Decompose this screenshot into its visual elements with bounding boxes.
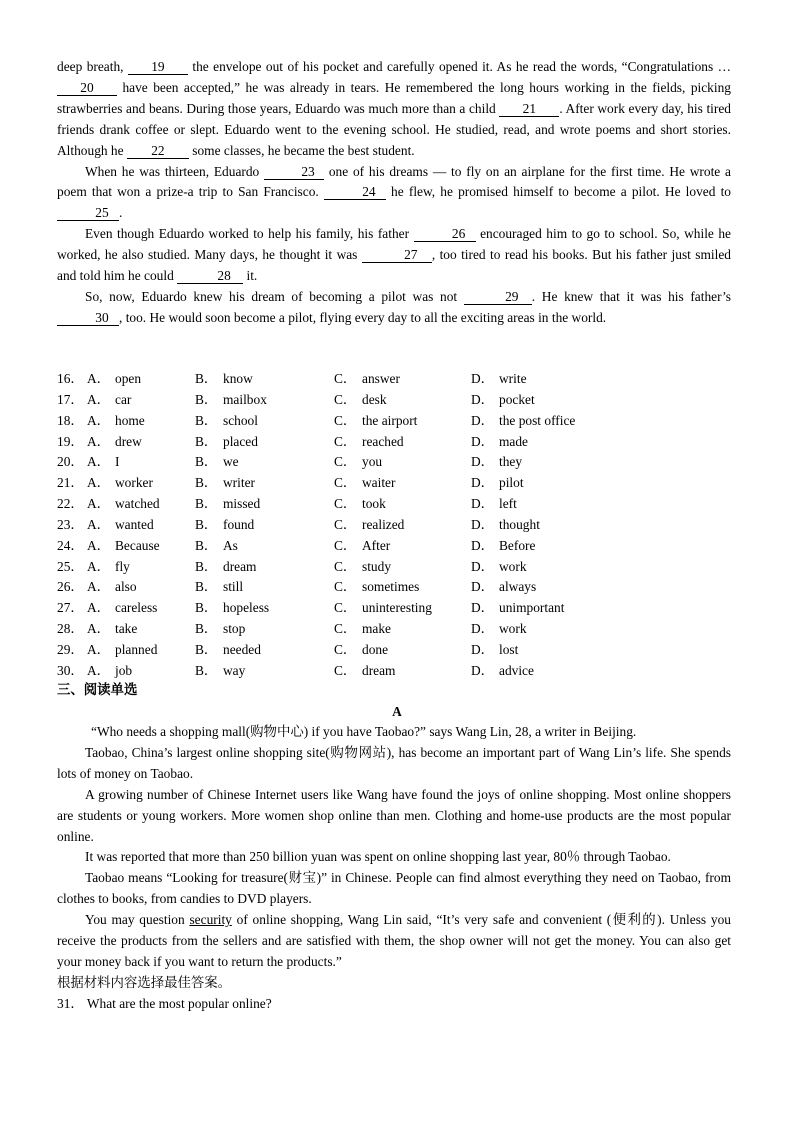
option-d [471,452,522,473]
text-run: . He knew that it was his father’s [531,288,731,304]
cloze-passage [57,57,731,329]
text-run: You may question [85,912,190,928]
option-text: dream [223,558,257,574]
reading-paragraph: Taobao means “Looking for treasure(财宝)” in Chinese. People can find almost everything they need on Taobao, from clothes to books, from candies to DVD players. [57,870,731,907]
option-text: study [362,558,392,574]
question-number: 29． [57,641,84,657]
question-number: 17． [57,391,84,407]
option-text: the post office [499,412,576,428]
option-a [87,557,130,578]
option-text: advice [499,662,534,678]
cloze-paragraph [57,57,731,162]
option-row [57,619,737,640]
option-letter: B． [195,371,218,386]
option-d [471,536,535,557]
option-letter: C． [334,516,357,532]
option-text: planned [115,641,158,657]
option-c [334,390,387,411]
option-letter: D． [471,600,495,616]
option-text: As [223,537,238,553]
option-letter: C． [334,496,357,512]
option-letter: B． [195,516,218,532]
option-letter: A． [87,621,111,637]
option-letter: D． [471,537,495,553]
option-letter: B． [195,496,218,512]
option-text: answer [362,371,400,386]
question-number: 20． [57,454,84,470]
option-letter: B． [195,621,218,637]
option-text: careless [115,600,158,616]
option-letter: D． [471,641,495,657]
option-c [334,577,419,598]
blank-20: 20 [57,80,117,96]
option-a [87,661,132,682]
option-letter: A． [87,454,111,470]
option-a [87,390,131,411]
reading-paragraph: It was reported that more than 250 billion yuan was spent on online shopping last year, 80％ through Taobao. [85,849,671,865]
option-b [195,494,260,515]
option-letter: B． [195,579,218,595]
blank-30: 30 [57,310,119,326]
option-b [195,390,267,411]
option-row [57,598,737,619]
blank-21: 21 [499,101,559,117]
option-text: After [362,537,391,553]
option-text: open [115,371,142,386]
option-d [471,515,540,536]
question-number: 18． [57,412,84,428]
section-heading: 三、阅读单选 [57,683,138,698]
option-c [334,452,382,473]
option-c [334,432,404,453]
option-a [87,619,137,640]
text-run: he flew, he promised himself to become a pilot. He loved to [385,184,731,200]
option-letter: D． [471,621,495,637]
option-d [471,557,527,578]
option-b [195,369,253,390]
option-d [471,640,518,661]
option-d [471,473,524,494]
option-row [57,411,737,432]
option-text: mailbox [223,391,267,407]
option-a [87,494,160,515]
option-letter: C． [334,433,357,449]
option-letter: B． [195,641,218,657]
option-a [87,536,160,557]
option-text: dream [362,662,396,678]
option-letter: D． [471,662,495,678]
option-letter: B． [195,412,218,428]
option-d [471,661,534,682]
option-text: thought [499,516,540,532]
option-text: stop [223,621,246,637]
option-d [471,432,528,453]
question-number: 24． [57,537,84,553]
option-text: waiter [362,475,396,491]
option-letter: D． [471,433,495,449]
text-run: deep breath, [57,59,128,74]
text-run: . [119,205,123,221]
question-number: 25． [57,558,84,574]
option-row [57,390,737,411]
question-number: 28． [57,621,84,637]
option-text: reached [362,433,404,449]
text-run: of online shopping, Wang Lin said, “It’s very safe and convenient (便利的). Unless you receive the products from the sellers and are satisfied with them, the shop owner will not get the money. You can also get your money back if you want to return the products.” [57,912,732,969]
reading-paragraph: “Who needs a shopping mall(购物中心) if you have Taobao?” says Wang Lin, 28, a writer in Beijing. [91,724,637,739]
option-text: missed [223,496,261,512]
option-row [57,452,737,473]
option-text: pilot [499,475,524,491]
option-letter: D． [471,412,495,428]
option-c [334,598,432,619]
option-letter: A． [87,600,111,616]
question-number: 27． [57,600,84,616]
blank-29: 29 [464,289,532,305]
option-text: way [223,662,246,678]
option-text: hopeless [223,600,270,616]
option-text: Before [499,537,536,553]
blank-25: 25 [57,205,119,221]
option-text: placed [223,433,258,449]
option-row [57,494,737,515]
blank-23: 23 [264,164,324,180]
cloze-paragraph [57,287,731,329]
option-row [57,640,737,661]
option-text: worker [115,475,153,491]
option-text: also [115,579,137,595]
option-letter: D． [471,475,495,491]
blank-27: 27 [362,247,432,263]
option-letter: A． [87,537,111,553]
option-b [195,640,261,661]
option-text: wanted [115,516,154,532]
option-row [57,557,737,578]
option-letter: B． [195,433,218,449]
option-letter: A． [87,579,111,595]
option-text: realized [362,516,405,532]
text-run: , too. He would soon become a pilot, flying every day to all the exciting areas in the world. [119,309,607,325]
option-letter: D． [471,496,495,512]
option-c [334,473,395,494]
option-text: make [362,621,391,637]
option-letter: A． [87,641,111,657]
option-text: you [362,454,383,470]
passage-label: A [392,704,402,719]
option-letter: B． [195,558,218,574]
option-text: work [499,621,527,637]
option-b [195,452,239,473]
option-b [195,598,269,619]
question-number: 26． [57,579,84,595]
blank-19: 19 [128,59,188,75]
option-d [471,598,564,619]
text-run: , too tired to read his books. But his father just smiled and told him he could [57,247,731,284]
option-letter: C． [334,454,357,470]
reading-passage [57,722,731,1015]
question-number: 23． [57,516,84,532]
option-letter: C． [334,621,357,637]
option-c [334,661,395,682]
text-run: When he was thirteen, Eduardo [85,163,265,179]
blank-26: 26 [414,226,476,242]
option-c [334,640,388,661]
option-text: uninteresting [362,600,432,616]
option-text: fly [115,558,130,574]
reading-paragraph: A growing number of Chinese Internet users like Wang have found the joys of online shopping. Most online shoppers are students or young workers. More women shop online than men. Clothing and home-use products are the most popular online. [57,786,731,844]
option-b [195,432,258,453]
option-letter: B． [195,454,218,470]
option-letter: B． [195,662,218,678]
option-letter: C． [334,641,357,657]
option-text: home [115,412,145,428]
option-letter: D． [471,391,495,407]
option-letter: C． [334,475,357,491]
question-number: 16． [57,371,84,386]
text-run: some classes, he became the best student. [188,142,415,158]
option-letter: C． [334,412,357,428]
option-b [195,619,245,640]
option-c [334,369,400,390]
option-text: know [223,371,253,386]
option-c [334,494,386,515]
option-d [471,494,517,515]
option-letter: A． [87,558,111,574]
options-table [57,369,737,682]
option-text: Because [115,537,160,553]
option-letter: A． [87,496,111,512]
option-d [471,369,527,390]
underlined-word: security [189,912,232,928]
question-number: 30． [57,662,84,678]
option-letter: A． [87,433,111,449]
question-31: 31． What are the most popular online? [57,995,272,1011]
option-letter: C． [334,600,357,616]
option-c [334,411,417,432]
option-letter: A． [87,412,111,428]
option-text: took [362,496,386,512]
option-a [87,473,153,494]
text-run: have been accepted,” he was already in tears. He remembered the long hours working in the fields, picking strawberries and beans. During those years, Eduardo was much more than a child [57,79,731,116]
text-run: encouraged him to go to school. So, while he worked, he also studied. Many days, he thought it was [57,226,731,263]
option-text: still [223,579,244,595]
option-letter: A． [87,391,111,407]
option-row [57,473,737,494]
option-letter: B． [195,475,218,491]
option-text: car [115,391,132,407]
option-text: I [115,454,120,470]
text-run: it. [243,268,258,284]
option-c [334,619,391,640]
option-d [471,619,527,640]
option-text: desk [362,391,387,407]
option-text: left [499,496,517,512]
blank-24: 24 [324,184,386,200]
option-text: found [223,516,255,532]
option-letter: C． [334,558,357,574]
option-b [195,411,258,432]
option-letter: A． [87,371,111,386]
option-a [87,640,157,661]
text-run: the envelope out of his pocket and carefully opened it. As he read the words, “Congratulations … [187,59,731,74]
option-text: work [499,558,527,574]
option-d [471,411,575,432]
option-text: lost [499,641,519,657]
option-c [334,536,390,557]
option-text: writer [223,475,255,491]
blank-28: 28 [177,268,243,284]
option-text: write [499,371,527,386]
option-text: sometimes [362,579,420,595]
option-row [57,577,737,598]
option-a [87,411,145,432]
option-row [57,536,737,557]
option-d [471,577,536,598]
option-letter: D． [471,558,495,574]
option-d [471,390,535,411]
option-text: unimportant [499,600,565,616]
option-a [87,598,157,619]
option-letter: B． [195,537,218,553]
option-letter: A． [87,662,111,678]
option-row [57,515,737,536]
option-text: they [499,454,523,470]
option-letter: B． [195,391,218,407]
option-a [87,452,119,473]
option-text: school [223,412,258,428]
option-letter: C． [334,537,357,553]
reading-paragraph [57,910,731,973]
question-number: 21． [57,475,84,491]
instruction: 根据材料内容选择最佳答案。 [57,974,232,990]
option-b [195,557,256,578]
option-text: watched [115,496,160,512]
cloze-paragraph [57,224,731,287]
option-a [87,432,142,453]
option-b [195,515,254,536]
option-letter: C． [334,579,357,595]
option-text: needed [223,641,261,657]
text-run: . After work every day, his tired friends drank coffee or slept. Eduardo went to the evening school. He studied, read, and wrote poems and short stories. Although he [57,100,731,158]
option-letter: C． [334,371,357,386]
option-row [57,369,737,390]
option-letter: D． [471,454,495,470]
text-run: Even though Eduardo worked to help his family, his father [85,226,414,242]
option-text: done [362,641,389,657]
reading-paragraph: Taobao, China’s largest online shopping site(购物网站), has become an important part of Wang Lin’s life. She spends lots of money on Taobao. [57,744,731,781]
option-text: take [115,621,138,637]
option-c [334,557,391,578]
option-text: we [223,454,239,470]
option-letter: A． [87,475,111,491]
question-number: 19． [57,433,84,449]
option-text: job [115,662,133,678]
option-row [57,661,737,682]
text-run: one of his dreams — to fly on an airplane for the first time. He wrote a poem that won a prize-a trip to San Francisco. [57,163,731,200]
option-row [57,432,737,453]
option-b [195,473,255,494]
option-a [87,577,137,598]
option-text: pocket [499,391,535,407]
option-text: always [499,579,537,595]
option-text: the airport [362,412,418,428]
cloze-paragraph [57,162,731,225]
option-b [195,661,245,682]
option-letter: A． [87,516,111,532]
blank-22: 22 [127,143,189,159]
text-run: So, now, Eduardo knew his dream of becoming a pilot was not [85,288,464,304]
option-letter: C． [334,662,357,678]
option-letter: D． [471,516,495,532]
question-number: 22． [57,496,84,512]
option-letter: C． [334,391,357,407]
option-b [195,577,243,598]
option-text: drew [115,433,142,449]
option-letter: D． [471,579,495,595]
option-b [195,536,238,557]
option-letter: D． [471,371,495,386]
option-letter: B． [195,600,218,616]
option-text: made [499,433,528,449]
option-c [334,515,404,536]
option-a [87,369,141,390]
option-a [87,515,154,536]
